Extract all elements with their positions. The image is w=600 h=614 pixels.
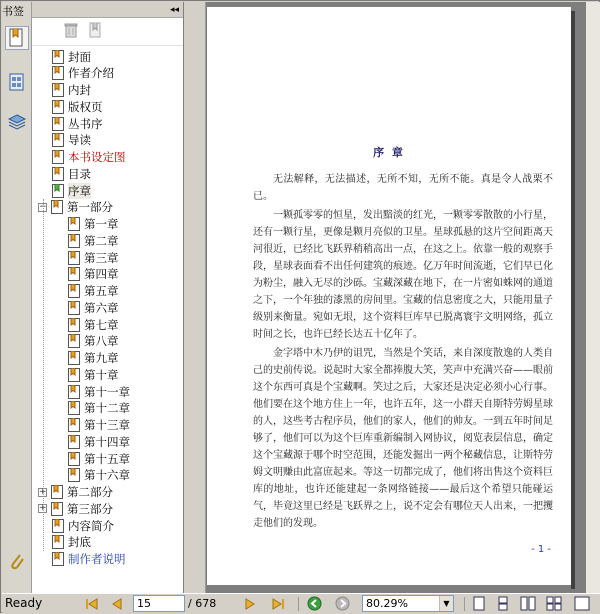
last-page-icon[interactable] [270, 596, 286, 611]
bookmark-item[interactable] [38, 199, 113, 216]
bookmark-icon [68, 385, 80, 399]
bookmark-item[interactable] [68, 400, 130, 417]
bookmark-item[interactable] [68, 249, 119, 266]
bookmark-label: 内容简介 [68, 518, 114, 533]
bookmark-item[interactable] [68, 232, 119, 249]
bookmark-icon [51, 200, 63, 214]
bookmark-label: 第七章 [84, 317, 119, 332]
bookmark-item[interactable] [52, 132, 91, 149]
expand-icon[interactable]: + [39, 503, 47, 514]
bookmark-label: 第五章 [84, 284, 119, 298]
bookmark-item[interactable] [68, 467, 130, 484]
bookmark-item[interactable] [68, 417, 130, 434]
bookmark-icon [52, 535, 64, 549]
bookmark-item[interactable] [52, 165, 91, 182]
bookmark-label: 第十章 [84, 367, 119, 382]
bookmark-icon [68, 301, 80, 315]
bookmark-icon [68, 251, 80, 265]
bookmark-label: 第三部分 [67, 501, 113, 516]
bookmark-icon [68, 368, 80, 382]
navigation-strip [2, 2, 32, 593]
bookmark-label: 第十五章 [84, 451, 130, 466]
bookmarks-panel [2, 2, 184, 593]
bookmark-item[interactable] [52, 82, 91, 99]
bookmark-icon [68, 284, 80, 298]
chevron-down-icon[interactable]: ▼ [439, 596, 453, 611]
bookmark-label: 第二部分 [67, 485, 113, 499]
bookmark-icon [51, 502, 63, 516]
bookmark-icon [68, 217, 80, 231]
bookmark-label: 制作者说明 [68, 552, 126, 566]
bookmark-label: 第十一章 [84, 384, 130, 399]
bookmark-label: 第十二章 [84, 401, 130, 416]
bookmark-icon [52, 117, 64, 131]
bookmark-icon [52, 519, 64, 533]
bookmark-item[interactable] [52, 98, 103, 115]
bookmark-item[interactable] [52, 149, 126, 166]
bookmark-icon [68, 334, 80, 348]
bookmarks-panel-icon[interactable] [5, 26, 29, 50]
bookmark-label: 第四章 [84, 267, 119, 282]
paragraph: 一颗孤零零的恒星，发出黯淡的红光，一颗零零散散的小行星，还有一颗行星，更像是颗月亮似的卫星。星球孤悬的这片空间距离天河很近，已经比飞跃界稍稍高出一点，在这之上。依靠一般的观察手段，星球表面看不出任何建筑的痕迹。亿万年时间流逝，它们早已化为粉尘，融入无尽的沙砾。宝藏深藏在地下，在一片密如蛛网的通道之下，一个年独的漆黑的房间里。宝藏的信息密度之大，只能用量子级别来衡量。宛如无垠，这个资料巨库早已脱离寰宇文明网络，孤立时间之长，也许已经长达五十亿年了。 [253, 210, 553, 340]
bookmark-icon [52, 552, 64, 566]
bookmark-label: 导读 [68, 133, 91, 148]
bookmark-item[interactable] [52, 551, 126, 568]
bookmark-item[interactable] [52, 534, 91, 551]
bookmark-item[interactable] [68, 433, 130, 450]
status-bar [2, 593, 600, 613]
bookmark-item[interactable] [52, 65, 114, 82]
bookmark-label: 第十六章 [84, 468, 130, 483]
expand-icon[interactable]: + [39, 486, 47, 497]
bookmark-item[interactable] [68, 383, 130, 400]
previous-page-icon[interactable] [109, 596, 125, 611]
bookmark-item[interactable] [68, 283, 119, 300]
facing-view-icon[interactable] [520, 596, 536, 611]
bookmark-item[interactable] [68, 316, 119, 333]
bookmark-item[interactable] [52, 182, 91, 199]
fit-page-view-icon[interactable] [574, 596, 590, 611]
bookmark-label: 本书设定图 [68, 150, 126, 164]
bookmarks-panel-title: 书签 [2, 5, 24, 18]
bookmark-icon [68, 435, 80, 449]
zoom-value: 80.29% [366, 597, 408, 610]
continuous-view-icon[interactable] [496, 596, 512, 611]
bookmark-item[interactable] [68, 216, 119, 233]
bookmark-icon [68, 418, 80, 432]
bookmark-label: 封底 [68, 535, 91, 550]
bookmark-icon [68, 401, 80, 415]
bookmark-icon [52, 100, 64, 114]
bookmark-icon [68, 452, 80, 466]
bookmark-label: 第六章 [84, 300, 119, 315]
attachments-icon[interactable] [5, 550, 29, 574]
bookmark-icon [52, 167, 64, 181]
bookmark-icon [68, 234, 80, 248]
bookmark-label: 丛书序 [68, 116, 103, 131]
bookmark-label: 目录 [68, 166, 91, 181]
bookmark-icon [68, 267, 80, 281]
page-body [253, 171, 553, 534]
bookmark-label: 第一章 [84, 217, 119, 231]
document-page [207, 7, 571, 585]
bookmark-item[interactable] [52, 517, 114, 534]
bookmark-icon [52, 50, 64, 64]
collapse-icon[interactable]: − [39, 201, 47, 212]
bookmark-icon [52, 66, 64, 80]
single-page-view-icon[interactable] [472, 596, 488, 611]
bookmark-item[interactable] [68, 450, 130, 467]
vertical-scrollbar[interactable] [586, 2, 600, 593]
delete-bookmark-icon[interactable] [64, 22, 78, 41]
bookmark-item[interactable] [52, 115, 103, 132]
page-number-input[interactable] [133, 595, 185, 612]
bookmark-icon [68, 351, 80, 365]
bookmark-icon [51, 485, 63, 499]
bookmark-label: 第八章 [84, 334, 119, 349]
bookmark-tree [32, 46, 183, 566]
bookmark-label: 第一部分 [67, 200, 113, 215]
bookmark-icon [52, 150, 64, 164]
paragraph: 金字塔中木乃伊的诅咒，当然是个笑话，来自深度散逸的人类自己的史前传说。说起时大家全都捧腹大笑，笑声中充满兴奋——眼前这个东西可真是个宝藏啊。笑过之后，大家还是决定必须小心行事。他们要在这个地方住上一年，也许五年，这一小群天自斯特劳姆星球的人，这些考古程序员，他们的家人，他们的帅友。一到五年时间足够了，他们可以为这个巨库重新编制入网协议，阅览表层信息，确定这个宝藏源于哪个时空范围，还能发掘出一两个秘藏信息，让斯特劳姆文明赚由此富庶起来。等这一切都完成了，他们将出售这个资料巨库的地址，也许还能建起一条网络链接——最后这个希望只能碰运气，毕竟这里已经是飞跃界之上，说不定会有哪位天人出来，一把攫走他们的发现。 [253, 348, 553, 529]
bookmark-icon [52, 133, 64, 147]
bookmarks-toolbar [32, 18, 183, 46]
collapse-panel-icon[interactable]: ◂◂ [169, 4, 179, 15]
go-forward-icon[interactable] [334, 596, 350, 611]
status-text: Ready [5, 596, 43, 610]
bookmark-item[interactable] [68, 299, 119, 316]
bookmark-label: 第十四章 [84, 434, 130, 449]
pages-panel-icon[interactable] [5, 70, 29, 94]
bookmark-label: 内封 [68, 83, 91, 97]
bookmark-item[interactable] [38, 484, 113, 501]
new-bookmark-icon[interactable] [88, 22, 102, 41]
bookmark-icon [68, 468, 80, 482]
bookmark-icon [52, 83, 64, 97]
current-page-value: 15 [137, 597, 151, 610]
bookmark-label: 第二章 [84, 233, 119, 248]
bookmark-icon [68, 318, 80, 332]
bookmark-label: 第十三章 [84, 418, 130, 432]
document-viewport [206, 2, 600, 593]
page-number: - 1 - [531, 544, 551, 555]
bookmarks-panel-header [2, 2, 183, 18]
bookmark-item[interactable] [68, 333, 119, 350]
bookmark-label: 封面 [68, 49, 91, 64]
bookmark-label: 第三章 [84, 250, 119, 265]
bookmark-item[interactable] [38, 500, 113, 517]
go-back-icon[interactable] [306, 596, 322, 611]
zoom-level-select[interactable] [362, 595, 454, 612]
bookmark-item[interactable] [68, 350, 119, 367]
bookmark-item[interactable] [68, 366, 119, 383]
first-page-icon[interactable] [84, 596, 100, 611]
page-total: / 678 [188, 597, 217, 610]
panel-splitter[interactable] [184, 2, 206, 593]
layers-panel-icon[interactable] [5, 110, 29, 134]
next-page-icon[interactable] [242, 596, 258, 611]
bookmark-label: 序章 [68, 183, 91, 198]
chapter-title: 序 章 [373, 146, 405, 159]
bookmark-label: 第九章 [84, 351, 119, 365]
bookmark-label: 版权页 [68, 99, 103, 114]
continuous-facing-view-icon[interactable] [546, 596, 562, 611]
bookmark-item[interactable] [68, 266, 119, 283]
bookmark-item[interactable] [52, 48, 91, 65]
bookmark-label: 作者介绍 [68, 66, 114, 81]
bookmark-icon [52, 184, 64, 198]
paragraph: 无法解释，无法描述，无所不知，无所不能。真是令人战栗不已。 [253, 174, 553, 202]
